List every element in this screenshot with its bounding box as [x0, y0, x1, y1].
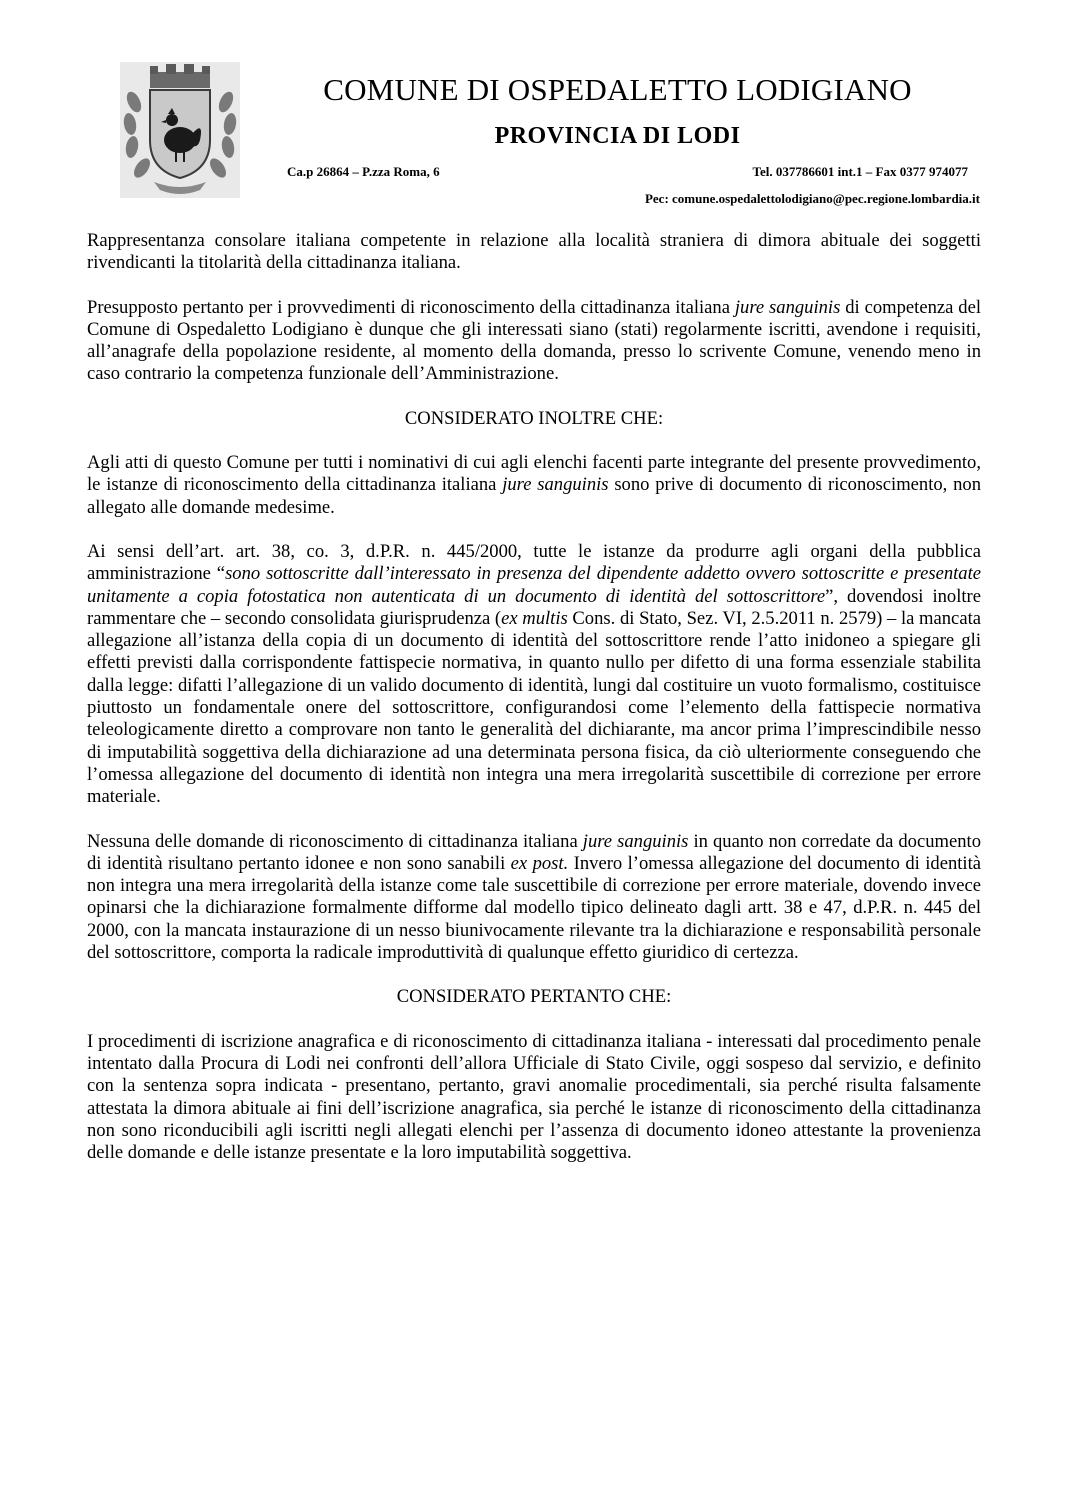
phone-fax: Tel. 037786601 int.1 – Fax 0377 974077 — [752, 164, 968, 179]
text-run: Agli atti di questo Comune per tutti i nominativi di cui agli elenchi facenti parte integrante del presente provvedimento, le istanze di riconoscimento della cittadinanza italiana — [87, 452, 981, 496]
text-run: ”, dovendosi inoltre rammentare che – secondo consolidata giurisprudenza ( — [87, 585, 981, 629]
text-run: Invero l’omessa allegazione del documento di identità non integra una mera irregolarità della istanze come tale suscettibile di correzione per errore materiale, dovendo invece opinarsi che la dichiarazione formalmente difforme dal modello tipico delineato dagli artt. 38 e 47, d.P.R. n. 445 del 2000, con la mancata instaurazione di un nesso biunivocamente rilevante tra la dichiarazione e responsabilità personale del sottoscrittore, comporta la radicale improduttività di qualunque effetto giuridico di certezza. — [87, 852, 981, 964]
italic-term: ex multis — [501, 607, 568, 629]
text-run: in quanto non corredate da documento di identità risultano pertanto idonee e non sono sanabili — [87, 830, 981, 874]
address: Ca.p 26864 – P.zza Roma, 6 — [287, 164, 440, 179]
paragraph-procedimenti: I procedimenti di iscrizione anagrafica e di riconoscimento di cittadinanza italiana - interessati dal procedimento penale intentato dalla Procura di Lodi nei confronti dell’allora Ufficiale di Stato Civile, oggi sospeso dal servizio, e definito con la sentenza sopra indicata - presentano, pertanto, gravi anomalie procedimentali, sia perché risulta falsamente attestata la dimora abituale ai fini dell’iscrizione anagrafica, sia perché le istanze di riconoscimento della cittadinanza non sono riconducibili agli iscritti negli allegati elenchi per l’assenza di documento idoneo attestante la provenienza delle domande e delle istanze presentate e la loro imputabilità soggettiva. — [87, 1030, 981, 1164]
italic-quote: sono sottoscritte dall’interessato in presenza del dipendente addetto ovvero sottoscritte e presentate unitamente a copia fotostatica non autenticata di un documento di identità del sottoscrittore — [87, 563, 981, 607]
paragraph-atti — [87, 452, 981, 519]
province-title: PROVINCIA DI LODI — [494, 123, 741, 149]
italic-term: jure sanguinis — [502, 474, 609, 496]
paragraph-ai-sensi — [87, 541, 981, 809]
paragraph-nessuna — [87, 831, 981, 965]
text-run: sono prive di documento di riconoscimento, non allegato alle domande medesime. — [87, 474, 981, 518]
paragraph-presupposto — [87, 297, 981, 386]
document-body — [87, 230, 981, 1186]
italic-term: ex post. — [510, 852, 569, 874]
paragraph-consular: Rappresentanza consolare italiana competente in relazione alla località straniera di dimora abituale dei soggetti rivendicanti la titolarità della cittadinanza italiana. — [87, 230, 981, 274]
coat-of-arms-rooster-icon — [120, 62, 240, 198]
section-heading: CONSIDERATO PERTANTO CHE: — [396, 986, 672, 1008]
text-run: di competenza del Comune di Ospedaletto Lodigiano è dunque che gli interessati siano (stati) regolarmente iscritti, avendone i requisiti, all’anagrafe della popolazione residente, al momento della domanda, presso lo scrivente Comune, venendo meno in caso contrario la competenza funzionale dell’Amministrazione. — [87, 296, 981, 385]
municipality-title: COMUNE DI OSPEDALETTO LODIGIANO — [323, 72, 912, 107]
section-heading: CONSIDERATO INOLTRE CHE: — [404, 407, 664, 429]
italic-term: jure sanguinis — [582, 830, 689, 852]
text-run: Cons. di Stato, Sez. VI, 2.5.2011 n. 2579) – la mancata allegazione all’istanza della copia di un documento di identità del sottoscrittore rende l’atto inidoneo a spiegare gli effetti previsti dalla corrispondente fattispecie normativa, in quanto nullo per difetto di una forma essenziale stabilita dalla legge: difatti l’allegazione di un valido documento di identità, lungi dal costituire un vuoto formalismo, costituisce piuttosto un fondamentale onere del sottoscrittore, configurandosi come l’elemento della fattispecie normativa teleologicamente diretto a comprovare non tanto le generalità del dichiarante, ma ancor prima l’imprescindibile nesso di imputabilità soggettiva della dichiarazione ad una determinata persona fisica, da ciò ulteriormente conseguendo che l’omessa allegazione del documento di identità non integra una mera irregolarità suscettibile di correzione per errore materiale. — [87, 607, 981, 808]
text-run: Ai sensi dell’art. art. 38, co. 3, d.P.R. n. 445/2000, tutte le istanze da produrre agli organi della pubblica amministrazione “ — [87, 540, 981, 585]
italic-term: jure sanguinis — [734, 296, 841, 318]
text-run: Presupposto pertanto per i provvedimenti di riconoscimento della cittadinanza italiana — [87, 296, 735, 318]
text-run: Nessuna delle domande di riconoscimento di cittadinanza italiana — [87, 830, 583, 852]
pec-address: Pec: comune.ospedalettolodigiano@pec.regione.lombardia.it — [644, 191, 980, 206]
